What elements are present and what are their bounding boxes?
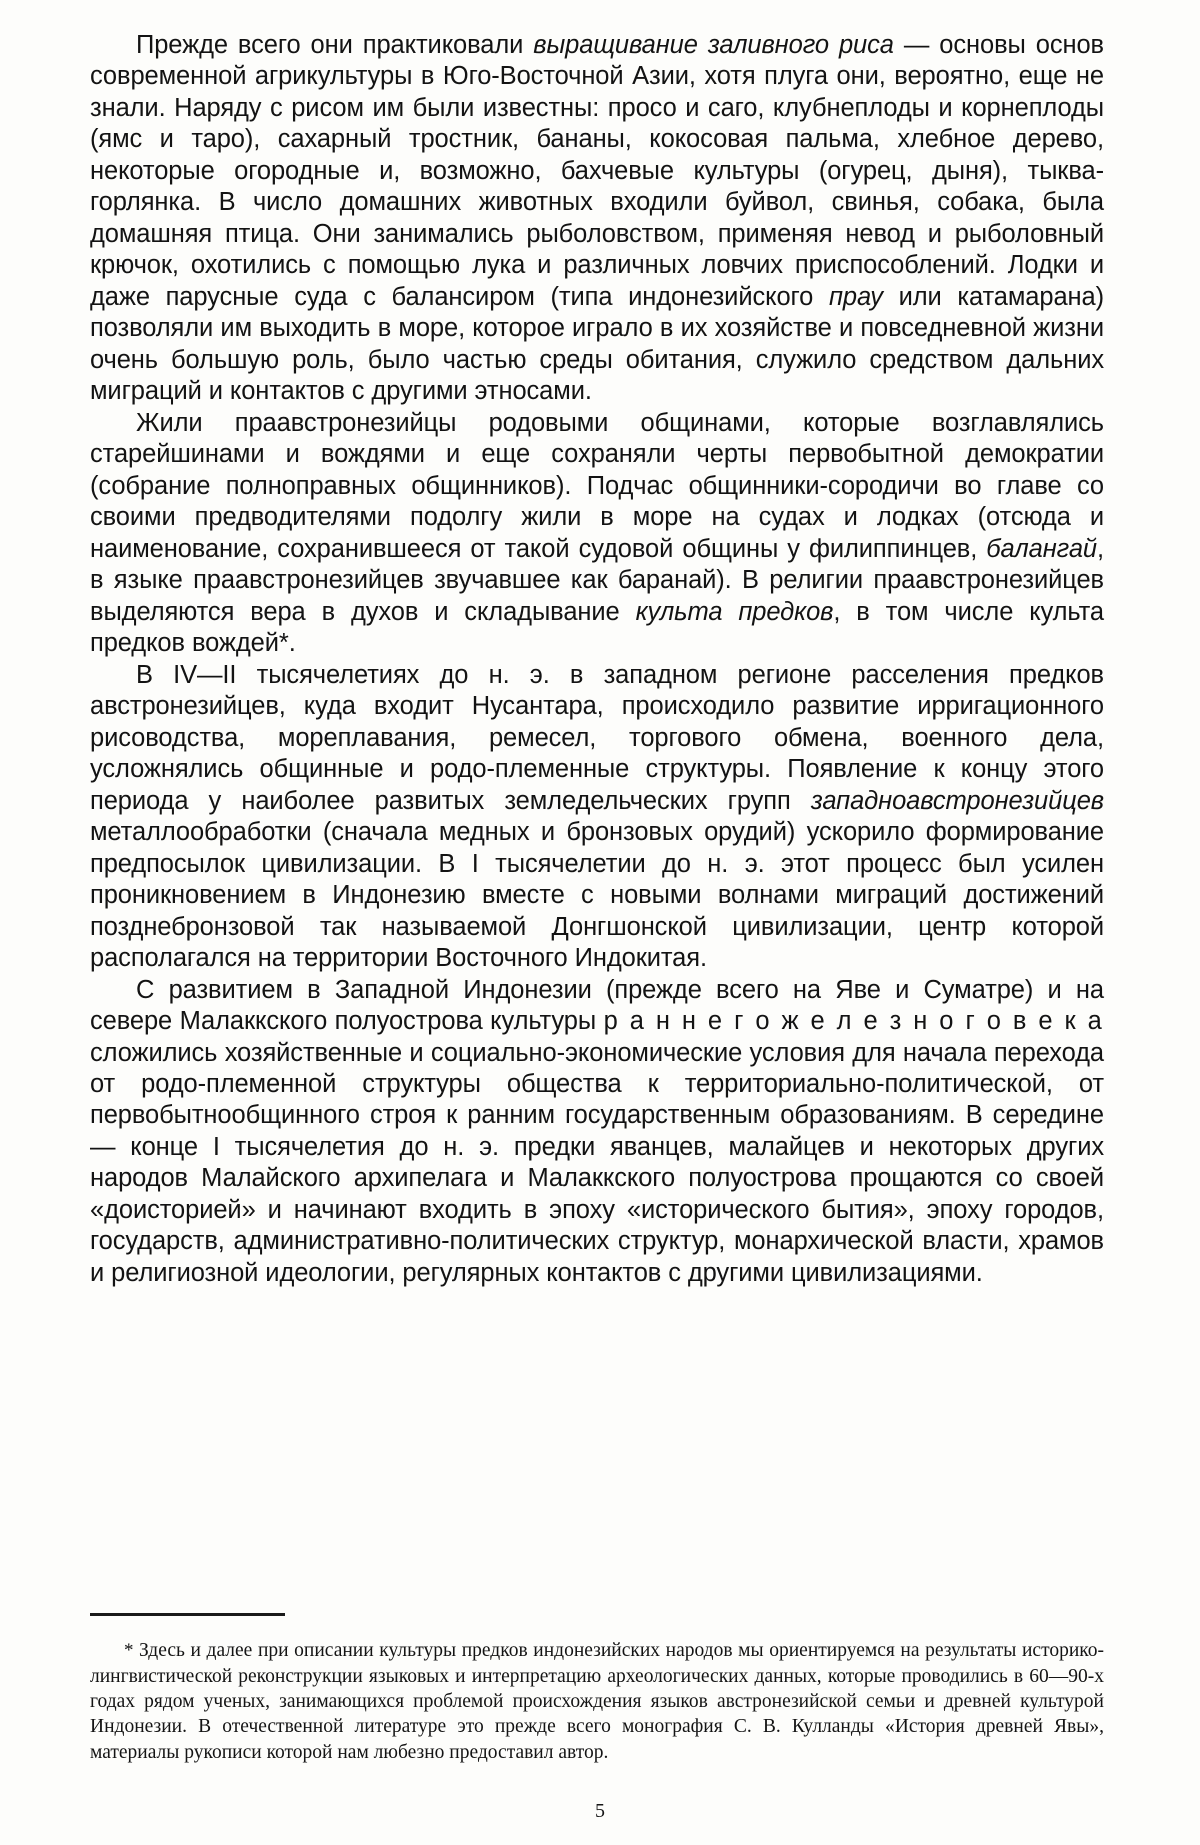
footnote-area	[90, 1613, 1104, 1765]
paragraph-4: С развитием в Западной Индонезии (прежде всего на Яве и Суматре) и на севере Малаккского полуострова культуры р а н н е г о ж е л е з н о г о в е к а сложились хозяйственные и социально-экономические условия для начала перехода от родо-племенной структуры общества к территориально-политической, от первобытнообщинного строя к ранним государственным образованиям. В середине — конце I тысячелетия до н. э. предки яванцев, малайцев и некоторых других народов Малайского архипелага и Малаккского полуострова прощаются со своей «доисторией» и начинают входить в эпоху «исторического бытия», эпоху городов, государств, административно-политических структур, монархической власти, храмов и религиозной идеологии, регулярных контактов с другими цивилизациями.	[90, 975, 1104, 1287]
footnote-text	[90, 1638, 1104, 1765]
footnote-marker: *	[124, 1639, 139, 1661]
paragraph-3: В IV—II тысячелетиях до н. э. в западном регионе расселения предков австронезийцев, куда входит Нусантара, происходило развитие ирригационного рисоводства, мореплавания, ремесел, торгового обмена, военного дела, усложнялись общинные и родо-племенные структуры. Появление к концу этого периода у наиболее развитых земледельческих групп западноавстронезийцев металлообработки (сначала медных и бронзовых орудий) ускорило формирование предпосылок цивилизации. В I тысячелетии до н. э. этот процесс был усилен проникновением в Индонезию вместе с новыми волнами миграций достижений позднебронзовой так называемой Донгшонской цивилизации, центр которой располагался на территории Восточного Индокитая.	[90, 660, 1104, 973]
paragraph-1: Прежде всего они практиковали выращивание заливного риса — основы основ современной агрикультуры в Юго-Восточной Азии, хотя плуга они, вероятно, еще не знали. Наряду с рисом им были известны: просо и саго, клубнеплоды и корнеплоды (ямс и таро), сахарный тростник, бананы, кокосовая пальма, хлебное дерево, некоторые огородные и, возможно, бахчевые культуры (огурец, дыня), тыква-горлянка. В число домашних животных входили буйвол, свинья, собака, была домашняя птица. Они занимались рыболовством, применяя невод и рыболовный крючок, охотились с помощью лука и различных ловчих приспособлений. Лодки и даже парусные суда с балансиром (типа индонезийского прау или катамарана) позволяли им выходить в море, которое играло в их хозяйстве и повседневной жизни очень большую роль, было частью среды обитания, служило средством дальних миграций и контактов с другими этносами.	[90, 31, 1104, 406]
footnote-divider	[90, 1613, 285, 1616]
page-number: 5	[595, 1800, 605, 1822]
page-body	[90, 30, 1104, 1289]
paragraph-2: Жили праавстронезийцы родовыми общинами, которые возглавлялись старейшинами и вождями и еще сохраняли черты первобытной демократии (собрание полноправных общинников). Подчас общинники-сородичи во главе со своими предводителями подолгу жили в море на судах и лодках (отсюда и наименование, сохранившееся от такой судовой общины у филиппинцев, балангай, в языке праавстронезийцев звучавшее как баранай). В религии праавстронезийцев выделяются вера в духов и складывание культа предков, в том числе культа предков вождей*.	[90, 408, 1104, 658]
footnote-body: Здесь и далее при описании культуры предков индонезийских народов мы ориентируемся на результаты историко-лингвистической реконструкции языковых и интерпретацию археологических данных, которые проводились в 60—90-х годах рядом ученых, занимающихся проблемой происхождения языков австронезийской семьи и древней культурой Индонезии. В отечественной литературе это прежде всего монография С. В. Кулланды «История древней Явы», материалы рукописи которой нам любезно предоставил автор.	[90, 1639, 1104, 1763]
